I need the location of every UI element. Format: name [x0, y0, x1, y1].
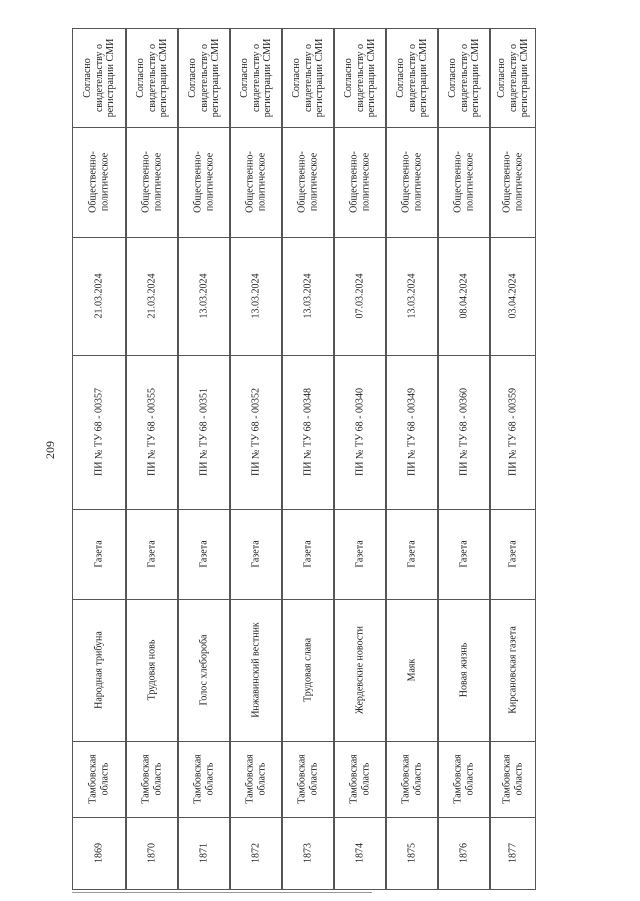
cell-basis [178, 29, 230, 128]
cell-basis [490, 29, 536, 128]
cell-text-cert: ПИ № ТУ 68 - 00351 [198, 387, 210, 477]
cell-text-type: Газета [458, 540, 470, 568]
cell-basis [126, 29, 178, 128]
cell-topic [178, 127, 230, 238]
cell-cert [386, 355, 438, 510]
cell-date [386, 237, 438, 356]
cell-text-topic: Общественно- политическое [452, 151, 475, 213]
cell-num [438, 817, 490, 890]
cell-text-date: 21.03.2024 [146, 273, 158, 319]
table-row [282, 28, 334, 889]
cell-text-cert: ПИ № ТУ 68 - 00360 [458, 387, 470, 477]
cell-title [178, 599, 230, 742]
cell-text-basis: Согласно свидетельству о регистрации СМИ [134, 38, 169, 118]
cell-text-type: Газета [250, 540, 262, 568]
cell-text-num: 1872 [250, 843, 262, 863]
cell-text-cert: ПИ № ТУ 68 - 00357 [93, 387, 105, 477]
cell-region [438, 741, 490, 818]
cell-text-topic: Общественно- политическое [501, 151, 524, 213]
cell-type [282, 509, 334, 600]
table-row [72, 28, 126, 889]
cell-type [386, 509, 438, 600]
cell-cert [490, 355, 536, 510]
cell-title [230, 599, 282, 742]
cell-text-topic: Общественно- политическое [140, 151, 163, 213]
cell-text-title: Народная трибуна [93, 631, 105, 709]
cell-text-cert: ПИ № ТУ 68 - 00348 [302, 387, 314, 477]
cell-region [334, 741, 386, 818]
cell-text-basis: Согласно свидетельству о регистрации СМИ [446, 38, 481, 118]
cell-num [230, 817, 282, 890]
cell-basis [334, 29, 386, 128]
cell-text-num: 1869 [93, 843, 105, 863]
cell-basis [438, 29, 490, 128]
cell-text-num: 1873 [302, 843, 314, 863]
cell-text-type: Газета [93, 540, 105, 568]
cell-basis [282, 29, 334, 128]
cell-num [334, 817, 386, 890]
cell-date [334, 237, 386, 356]
cell-type [334, 509, 386, 600]
cell-date [230, 237, 282, 356]
cell-topic [230, 127, 282, 238]
cell-title [126, 599, 178, 742]
cell-text-topic: Общественно- политическое [348, 151, 371, 213]
cell-text-topic: Общественно- политическое [400, 151, 423, 213]
cell-text-region: Тамбовская область [501, 754, 524, 804]
cell-title [386, 599, 438, 742]
cell-num [386, 817, 438, 890]
cell-date [72, 237, 126, 356]
cell-num [178, 817, 230, 890]
cell-text-type: Газета [146, 540, 158, 568]
cell-region [386, 741, 438, 818]
page-number: 209 [43, 441, 57, 459]
cell-cert [126, 355, 178, 510]
cell-text-basis: Согласно свидетельству о регистрации СМИ [238, 38, 273, 118]
table-row [438, 28, 490, 889]
cell-text-region: Тамбовская область [140, 754, 163, 804]
cell-text-basis: Согласно свидетельству о регистрации СМИ [495, 38, 530, 118]
cell-basis [230, 29, 282, 128]
cell-text-title: Кирсановская газета [507, 626, 519, 714]
cell-region [230, 741, 282, 818]
cell-text-date: 08.04.2024 [458, 273, 470, 319]
cell-num [490, 817, 536, 890]
cell-text-num: 1871 [198, 843, 210, 863]
cell-text-topic: Общественно- политическое [244, 151, 267, 213]
cell-region [126, 741, 178, 818]
cell-text-cert: ПИ № ТУ 68 - 00352 [250, 387, 262, 477]
cell-text-region: Тамбовская область [192, 754, 215, 804]
cell-text-basis: Согласно свидетельству о регистрации СМИ [290, 38, 325, 118]
cell-text-date: 13.03.2024 [302, 273, 314, 319]
cell-text-cert: ПИ № ТУ 68 - 00359 [507, 387, 519, 477]
cell-topic [438, 127, 490, 238]
cell-text-num: 1876 [458, 843, 470, 863]
cell-text-topic: Общественно- политическое [296, 151, 319, 213]
cell-text-region: Тамбовская область [452, 754, 475, 804]
cell-text-cert: ПИ № ТУ 68 - 00355 [146, 387, 158, 477]
cell-text-num: 1877 [507, 843, 519, 863]
cell-text-type: Газета [198, 540, 210, 568]
cell-date [126, 237, 178, 356]
cell-text-basis: Согласно свидетельству о регистрации СМИ [394, 38, 429, 118]
cell-text-date: 07.03.2024 [354, 273, 366, 319]
cell-date [282, 237, 334, 356]
cell-num [126, 817, 178, 890]
cell-type [178, 509, 230, 600]
cell-title [438, 599, 490, 742]
cell-title [490, 599, 536, 742]
cell-num [72, 817, 126, 890]
cell-text-date: 13.03.2024 [406, 273, 418, 319]
cell-text-basis: Согласно свидетельству о регистрации СМИ [81, 38, 116, 118]
cell-title [282, 599, 334, 742]
cell-cert [72, 355, 126, 510]
cell-topic [334, 127, 386, 238]
cell-text-date: 13.03.2024 [198, 273, 210, 319]
cell-date [490, 237, 536, 356]
table-row [126, 28, 178, 889]
registry-table [72, 28, 536, 888]
cell-text-basis: Согласно свидетельству о регистрации СМИ [186, 38, 221, 118]
cell-text-title: Инжавинский вестник [250, 622, 262, 718]
cell-text-region: Тамбовская область [244, 754, 267, 804]
cell-date [438, 237, 490, 356]
cell-text-topic: Общественно- политическое [192, 151, 215, 213]
table-row [334, 28, 386, 889]
cell-type [490, 509, 536, 600]
cell-type [230, 509, 282, 600]
cell-basis [386, 29, 438, 128]
cell-cert [178, 355, 230, 510]
cell-cert [438, 355, 490, 510]
cell-text-region: Тамбовская область [296, 754, 319, 804]
cell-topic [282, 127, 334, 238]
cell-cert [282, 355, 334, 510]
table-row [178, 28, 230, 889]
cell-topic [490, 127, 536, 238]
cell-region [490, 741, 536, 818]
cell-text-date: 21.03.2024 [93, 273, 105, 319]
cell-text-region: Тамбовская область [348, 754, 371, 804]
cell-text-type: Газета [406, 540, 418, 568]
cell-text-title: Голос хлебороба [198, 634, 210, 706]
cell-date [178, 237, 230, 356]
cell-region [282, 741, 334, 818]
cell-text-topic: Общественно- политическое [87, 151, 110, 213]
cell-text-title: Маяк [406, 658, 418, 682]
cell-text-num: 1870 [146, 843, 158, 863]
cell-text-title: Трудовая новь [146, 639, 158, 701]
cell-title [334, 599, 386, 742]
cell-region [178, 741, 230, 818]
cell-region [72, 741, 126, 818]
table-row [230, 28, 282, 889]
cell-cert [334, 355, 386, 510]
cell-basis [72, 29, 126, 128]
cell-topic [386, 127, 438, 238]
cell-type [72, 509, 126, 600]
cell-text-num: 1874 [354, 843, 366, 863]
scan-edge-line [72, 892, 372, 893]
cell-num [282, 817, 334, 890]
cell-topic [72, 127, 126, 238]
cell-topic [126, 127, 178, 238]
cell-text-title: Жердевские новости [354, 626, 366, 714]
cell-text-basis: Согласно свидетельству о регистрации СМИ [342, 38, 377, 118]
cell-text-type: Газета [354, 540, 366, 568]
cell-text-cert: ПИ № ТУ 68 - 00340 [354, 387, 366, 477]
cell-text-title: Трудовая слава [302, 637, 314, 703]
cell-text-region: Тамбовская область [87, 754, 110, 804]
cell-text-type: Газета [302, 540, 314, 568]
cell-text-date: 13.03.2024 [250, 273, 262, 319]
cell-type [126, 509, 178, 600]
table-row [490, 28, 536, 889]
cell-type [438, 509, 490, 600]
cell-title [72, 599, 126, 742]
table-row [386, 28, 438, 889]
cell-text-type: Газета [507, 540, 519, 568]
cell-text-title: Новая жизнь [458, 642, 470, 698]
cell-cert [230, 355, 282, 510]
cell-text-region: Тамбовская область [400, 754, 423, 804]
cell-text-cert: ПИ № ТУ 68 - 00349 [406, 387, 418, 477]
cell-text-date: 03.04.2024 [507, 273, 519, 319]
cell-text-num: 1875 [406, 843, 418, 863]
